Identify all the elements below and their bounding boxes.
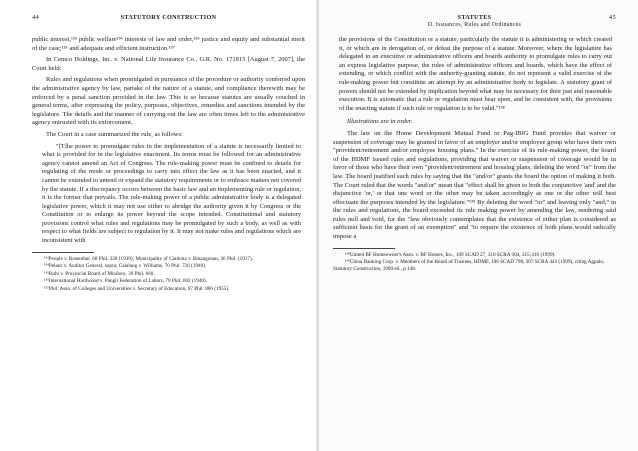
left-footnote-135: ¹³⁵Rubi v. Provincial Board of Mindoro, 39 Phil. 660. <box>44 270 155 277</box>
left-footnote-133: ¹³³People v. Rosenthal, 68 Phil. 328 (1939); Municipality of Cardona v. Binangonan, 36 Phil. (1917). <box>44 255 254 262</box>
right-page-number: 45 <box>608 14 616 21</box>
left-running-title: STATUTORY CONSTRUCTION <box>120 14 217 21</box>
left-footnote-rule <box>32 252 94 253</box>
left-footnote-134: ¹³⁴Pelaez v. Auditor General, supra; Calalang v. Williams, 70 Phil. 726 (1940). <box>44 263 207 270</box>
left-page-header <box>32 14 305 36</box>
left-block-quote: "[T]he power to promulgate rules in the implementation of a statute is necessarily limited to what is provided for in the legislative enactment. Its terms must be followed for an administrative agency cannot amend an Act of Congress. The rule-making power must be confined to details for regulating of the mode or proceedings to carry into effect the law as it has been enacted, and it cannot be extended to amend or expand the statutory requirements or to embrace matters not covered by the statute. If a discrepancy occurs between the basic law and an implementing rule or regulation, it is the former that prevails. The rule-making power of a public administrative body is a delegated legislative power, which it may not use either to abridge the authority given it by Congress or the Constitution or to enlarge its power beyond the scope intended. Constitutional and statutory provisions control what rules and regulations may be promulgated by such a body, as well as with respect to what fields are subject to regulation by it. It may not make rules and regulations which are inconsistent with <box>42 142 301 245</box>
left-paragraph-2: In Cemco Holdings, Inc. v. National Life Insurance Co., G.R. No. 171815 [August 7, 2007], the Court held: <box>32 56 305 72</box>
left-paragraph-1: public interest,¹³³ public welfare¹³⁴ interests of law and order,¹³⁵ justice and equity and substantial merit of the case;¹³⁶ and adequate and efficient instruction.¹³⁷ <box>32 36 305 52</box>
left-footnote-137: ¹³⁷Phil. Assn. of Colleges and Universities v. Secretary of Education, 97 Phil. 806 (1955). <box>44 286 230 293</box>
right-subheading: Illustrations are in order. <box>347 118 413 126</box>
right-footnote-rule <box>333 248 395 249</box>
right-running-subtitle: D. Issuances, Rules and Ordinances <box>427 22 522 28</box>
right-page-header <box>333 14 616 36</box>
left-paragraph-3: Rules and regulations when promulgated in pursuance of the procedure or authority conferred upon the administrative agency by law, partake of the nature of a statute, and compliance therewith may be enforced by a penal sanction provided in the law. This is so because statutes are usually couched in general terms, after expressing the policy, purposes, objectives, remedies and sanctions intended by the legislature. The details and the manner of carrying out the law are often times left to the administrative agency entrusted with its enforcement. <box>32 76 305 127</box>
left-footnote-136: ¹³⁶International Hardwood v. Pangil Federation of Labors, 70 Phil. 602 (1940). <box>44 278 208 285</box>
left-page-number: 44 <box>32 14 40 21</box>
right-footnote-138: ¹³⁸United BF Homeowner's Assn. v. BF Homes, Inc., 109 SCAD 27, 310 SCRA 304, 315-316 (1999). <box>345 251 556 258</box>
right-running-title: STATUTES <box>457 14 492 21</box>
right-paragraph-hdmf: The law on the Home Development Mutual Fund or Pag-IBIG Fund provides that waiver or suspension of coverage may be granted in favor of an employer and/or employee group who have their own "provident/retirement and/or employee housing plans." In the exercise of its rule-making power, the board of the HDMF issued rules and regulations, providing that waiver or suspension of coverage would be in favor of those who have their own "provident/retirement and housing plans, deleting the word "or" from the law. The board justified such rules by saying that the "and/or" grants the board the option of making it both. The Court ruled that the words "and/or" mean that "effect shall be given to both the conjunctive 'and' and the disjunctive 'or,' or that one word or the other may be taken accordingly as one or the other will best effectuate the purposes intended by the legislature."¹³⁹ By deleting the word "or" and leaving only "and," in the rules and regulations, the board exceeded its rule making power by amending the law, rendering said rules null and void, for the "law obviously contemplates that the existence of either plan is considered as sufficient basis for the grant of an exemption" and "to require the existence of both plans would radically impose a <box>333 129 616 241</box>
left-paragraph-4: The Court in a case summarized the rule, as follows: <box>46 130 183 138</box>
right-footnote-139: ¹³⁹China Banking Corp. v. Members of the Board of Trustees, HDMF, 106 SCAD 798, 307 SCRA 443 (1999), citing Agpalo, Statutory Construction, 1990 ed., p.148. <box>333 259 605 272</box>
right-quote-continuation: the provisions of the Constitution or a statute, particularly the statute it is administering or which created it, or which are in derogation of, or defeat the purpose of a statute. Moreover, where the legislature has delegated to an executive or administrative officers and boards authority to promulgate rules to carry out an express legislative purpose, the rules of administrative officers and boards, which have the effect of extending, or which conflict with the authority-granting statute, do not represent a valid exercise of the rule-making power but constitute an attempt by an administrative body to legislate. A statutory grant of powers should not be extended by implication beyond what may be necessary for their just and reasonable execution. It is axiomatic that a rule or regulation must bear upon, and be consistent with, the provisions of the enacting statute if such rule or regulation is to be valid."¹³⁸ <box>339 36 612 112</box>
right-page <box>319 0 638 451</box>
